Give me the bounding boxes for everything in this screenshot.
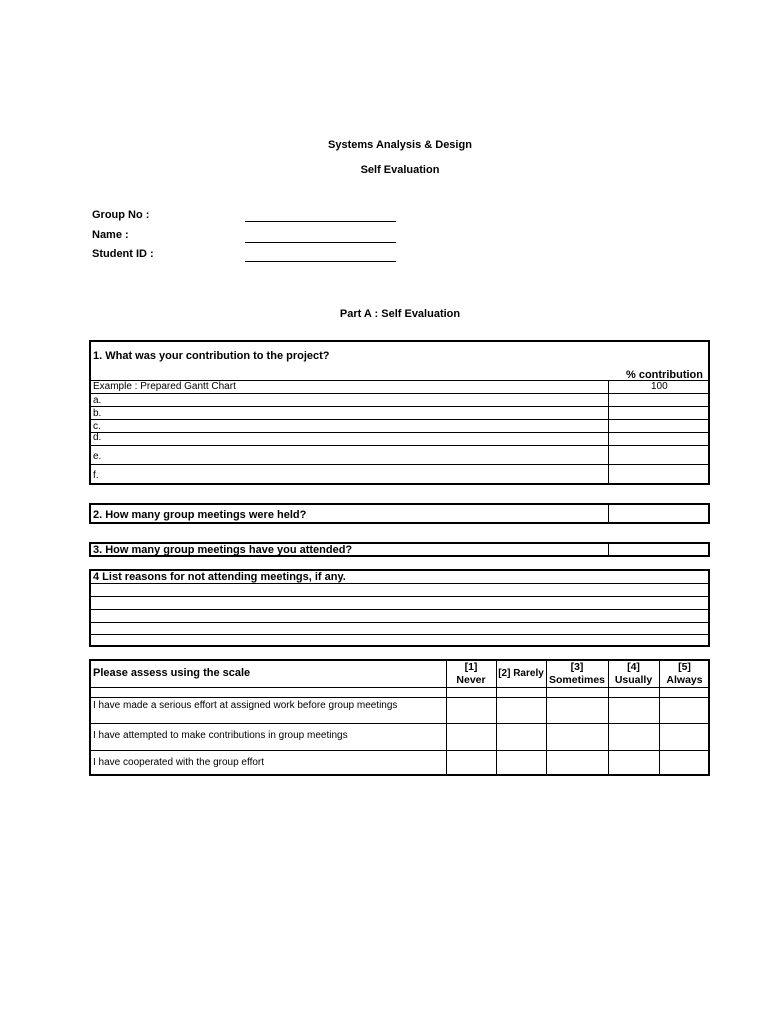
- scale-header: Please assess using the scale: [93, 667, 251, 679]
- scale-statement: I have attempted to make contributions in group meetings: [93, 730, 348, 741]
- table-row: [91, 420, 708, 433]
- q1-question: 1. What was your contribution to the project?: [93, 350, 330, 362]
- table-row: [91, 597, 708, 610]
- table-row: [91, 446, 708, 465]
- group-no-label: Group No :: [92, 209, 150, 221]
- q3-divider: [608, 544, 609, 555]
- scale-col-number: [5]: [678, 661, 691, 673]
- table-row: [91, 623, 708, 635]
- scale-statement: I have made a serious effort at assigned work before group meetings: [93, 700, 398, 711]
- q2-divider: [608, 505, 609, 522]
- course-title: Systems Analysis & Design: [328, 139, 472, 151]
- table-row: [91, 433, 708, 446]
- q3-table: [89, 542, 710, 557]
- table-row: [91, 584, 708, 597]
- row-item: f.: [93, 470, 99, 481]
- q1-header-row: [91, 368, 708, 381]
- table-row: [91, 698, 708, 724]
- contribution-table: [89, 340, 710, 485]
- student-id-line[interactable]: [245, 261, 396, 262]
- row-item: b.: [93, 408, 102, 419]
- table-row: [91, 381, 708, 394]
- row-percent: 100: [651, 381, 668, 392]
- scale-col-label: Never: [456, 674, 486, 686]
- q4-table: [89, 569, 710, 647]
- q2-table: [89, 503, 710, 524]
- scale-header-row: [91, 661, 708, 688]
- q4-question: 4 List reasons for not attending meetings, if any.: [93, 571, 346, 583]
- scale-col-number: [2] Rarely: [498, 668, 544, 679]
- row-item: Example : Prepared Gantt Chart: [93, 381, 236, 392]
- group-no-line[interactable]: [245, 221, 396, 222]
- scale-col-label: Usually: [614, 674, 653, 686]
- name-label: Name :: [92, 229, 129, 241]
- table-row: [91, 571, 708, 584]
- row-item: a.: [93, 395, 102, 406]
- row-item: d.: [93, 432, 102, 443]
- q2-question: 2. How many group meetings were held?: [93, 509, 307, 521]
- scale-col-label: Sometimes: [548, 674, 606, 686]
- scale-col-label: Always: [666, 674, 703, 686]
- table-row: [91, 407, 708, 420]
- name-line[interactable]: [245, 242, 396, 243]
- part-a-title: Part A : Self Evaluation: [339, 308, 461, 320]
- row-item: e.: [93, 451, 102, 462]
- scale-table: [89, 659, 710, 776]
- table-row: [91, 610, 708, 623]
- scale-col-number: [3]: [570, 661, 584, 673]
- row-item: c.: [93, 421, 101, 432]
- scale-col-number: [4]: [627, 661, 640, 673]
- table-row: [91, 465, 708, 483]
- student-id-label: Student ID :: [92, 248, 154, 260]
- scale-statement: I have cooperated with the group effort: [93, 757, 265, 768]
- document-title: Self Evaluation: [360, 164, 440, 176]
- table-row: [91, 751, 708, 774]
- scale-col-number: [1]: [464, 661, 478, 673]
- table-row: [91, 724, 708, 751]
- table-row: [91, 394, 708, 407]
- q3-question: 3. How many group meetings have you attended?: [93, 544, 353, 556]
- contribution-header: % contribution: [626, 369, 703, 381]
- scale-spacer-row: [91, 688, 708, 698]
